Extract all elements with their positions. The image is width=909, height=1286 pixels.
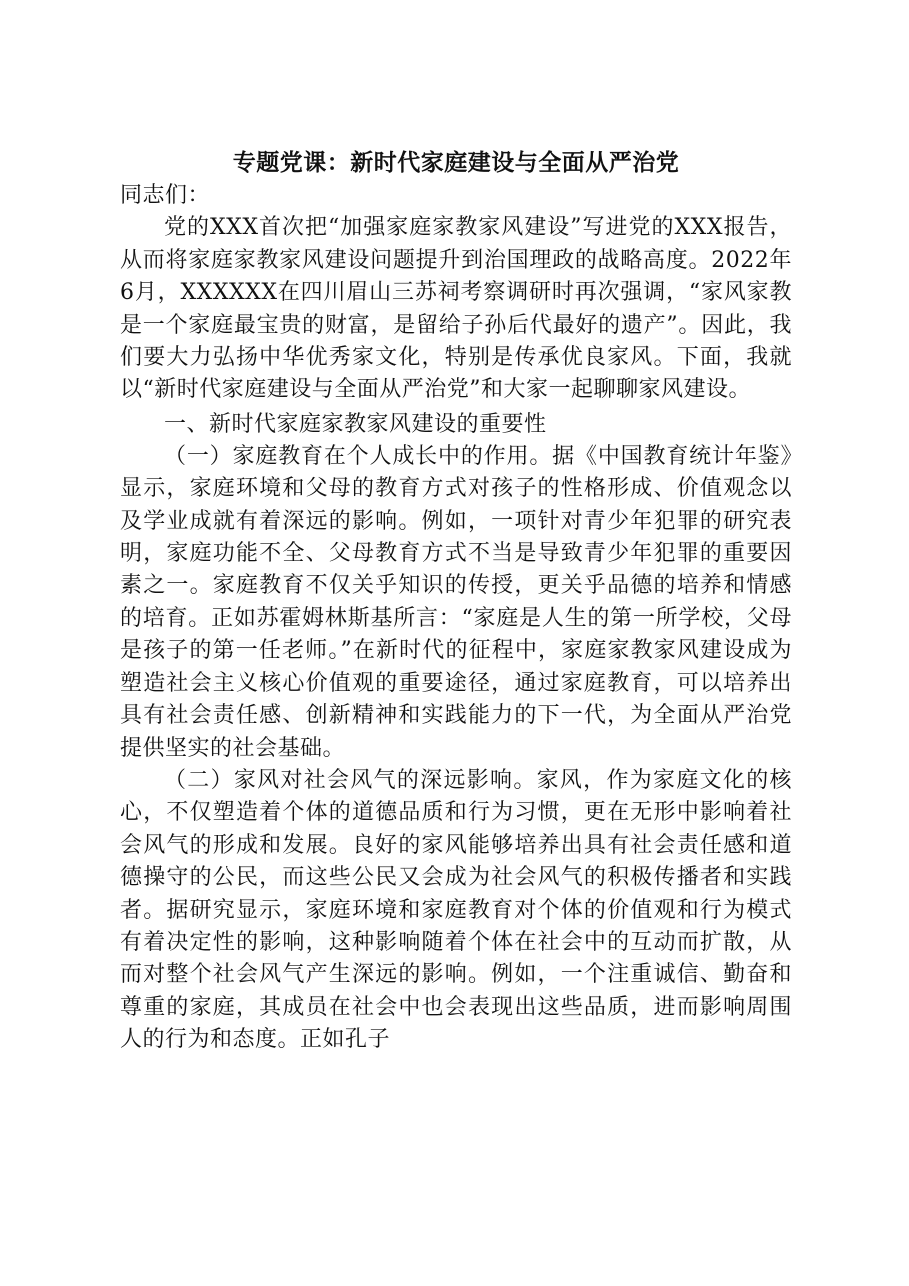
salutation: 同志们： [120, 183, 211, 208]
section-1-paragraph-1: （一）家庭教育在个人成长中的作用。据《中国教育统计年鉴》显示，家庭环境和父母的教育方式对孩子的性格形成、价值观念以及学业成就有着深远的影响。例如，一项针对青少年犯罪的研究表明，家庭功能不全、父母教育方式不当是导致青少年犯罪的重要因素之一。家庭教育不仅关乎知识的传授，更关乎品德的培养和情感的培育。正如苏霍姆林斯基所言：“家庭是人生的第一所学校，父母是孩子的第一任老师。”在新时代的征程中，家庭家教家风建设成为塑造社会主义核心价值观的重要途径，通过家庭教育，可以培养出具有社会责任感、创新精神和实践能力的下一代，为全面从严治党提供坚实的社会基础。 [120, 443, 792, 761]
document-body [120, 146, 792, 1057]
section-heading-1: 一、新时代家庭家教家风建设的重要性 [164, 411, 547, 437]
section-1-paragraph-2: （二）家风对社会风气的深远影响。家风，作为家庭文化的核心，不仅塑造着个体的道德品质和行为习惯，更在无形中影响着社会风气的形成和发展。良好的家风能够培养出具有社会责任感和道德操守的公民，而这些公民又会成为社会风气的积极传播者和实践者。据研究显示，家庭环境和家庭教育对个体的价值观和行为模式有着决定性的影响，这种影响随着个体在社会中的互动而扩散，从而对整个社会风气产生深远的影响。例如，一个注重诚信、勤奋和尊重的家庭，其成员在社会中也会表现出这些品质，进而影响周围人的行为和态度。正如孔子 [120, 767, 792, 1053]
document-title: 专题党课：新时代家庭建设与全面从严治党 [232, 149, 680, 176]
intro-paragraph: 党的XXX首次把“加强家庭家教家风建设”写进党的XXX报告，从而将家庭家教家风建设问题提升到治国理政的战略高度。2022年6月，XXXXXX在四川眉山三苏祠考察调研时再次强调，“家风家教是一个家庭最宝贵的财富，是留给子孙后代最好的遗产”。因此，我们要大力弘扬中华优秀家文化，特别是传承优良家风。下面，我就以“新时代家庭建设与全面从严治党”和大家一起聊聊家风建设。 [120, 215, 792, 403]
